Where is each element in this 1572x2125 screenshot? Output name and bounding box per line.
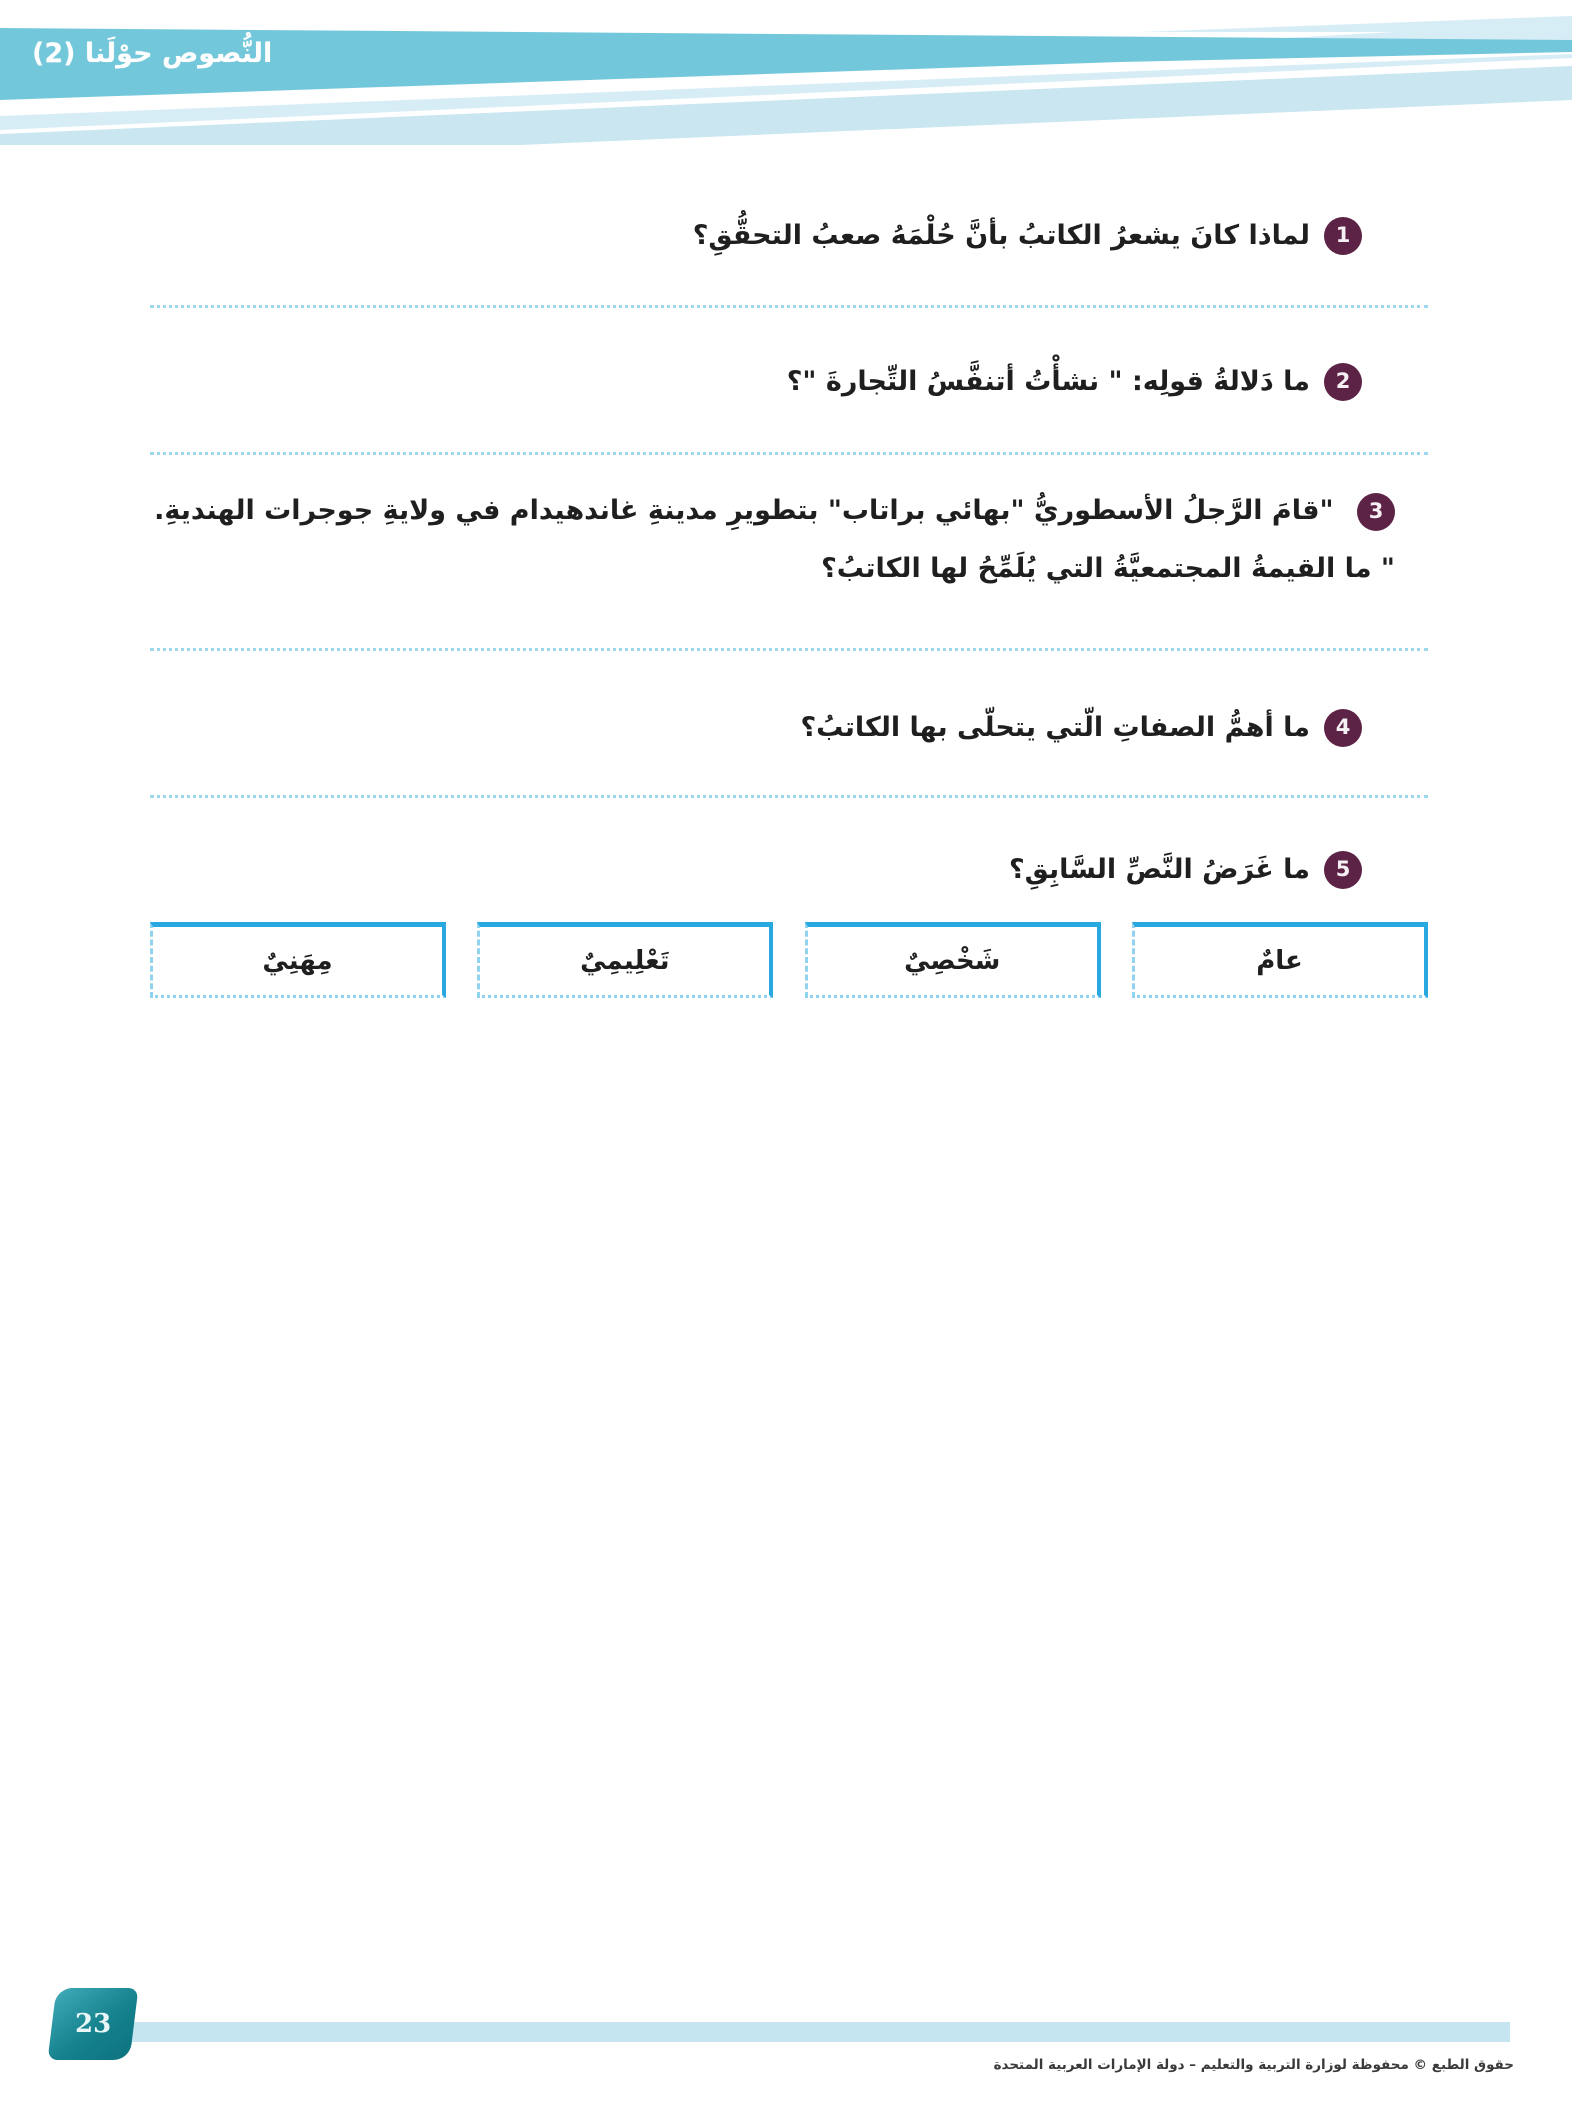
answer-options — [150, 922, 1428, 998]
lesson-title: النُّصوص حوْلَنا (2) — [32, 38, 273, 69]
question-4-number: 4 — [1324, 709, 1362, 747]
question-2-number: 2 — [1324, 363, 1362, 401]
question-1-number: 1 — [1324, 217, 1362, 255]
question-5-text: ما غَرَضُ النَّصِّ السَّابِقِ؟ — [1008, 854, 1310, 885]
option-box-professional[interactable] — [150, 922, 446, 998]
option-box-general[interactable] — [1132, 922, 1428, 998]
answer-line-2 — [150, 452, 1428, 455]
question-3 — [145, 482, 1395, 598]
page-number: 23 — [74, 2009, 112, 2039]
question-1 — [693, 214, 1362, 257]
footer-bar — [118, 2022, 1510, 2042]
question-4-text: ما أهمُّ الصفاتِ الّتي يتحلّى بها الكاتبُ؟ — [800, 712, 1310, 743]
answer-line-1 — [150, 305, 1428, 308]
answer-line-4 — [150, 795, 1428, 798]
option-label-personal: شَخْصِيٌ — [904, 946, 1001, 976]
option-label-general: عامٌ — [1256, 946, 1303, 976]
question-2-text: ما دَلالةُ قولِه: " نشأْتُ أتنفَّسُ التِّجارةَ "؟ — [786, 366, 1310, 397]
question-5 — [1009, 848, 1362, 891]
page-number-badge — [48, 1988, 139, 2060]
header-ribbon-graphic — [0, 0, 1572, 145]
option-label-professional: مِهَنِيٌ — [262, 946, 333, 976]
option-box-personal[interactable] — [805, 922, 1101, 998]
page-header — [0, 0, 1572, 145]
copyright-text: حقوق الطبع © محفوظة لوزارة التربية والتعليم – دولة الإمارات العربية المتحدة — [993, 2057, 1514, 2073]
question-1-text: لماذا كانَ يشعرُ الكاتبُ بأنَّ حُلْمَهُ صعبُ التحقُّقِ؟ — [692, 220, 1310, 251]
answer-line-3 — [150, 648, 1428, 651]
option-label-educational: تَعْلِيمِيٌ — [580, 946, 670, 976]
option-box-educational[interactable] — [477, 922, 773, 998]
question-2 — [787, 360, 1362, 403]
question-3-text: "قامَ الرَّجلُ الأسطوريُّ "بهائي براتاب" بتطويرِ مدينةِ غاندهيدام في ولايةِ جوجرات الهنديةِ. " ما القيمةُ المجتمعيَّةُ التي يُلَمِّحُ لها الكاتبُ؟ — [154, 495, 1395, 585]
question-5-number: 5 — [1324, 851, 1362, 889]
question-4 — [800, 706, 1362, 749]
question-3-number: 3 — [1357, 493, 1395, 531]
